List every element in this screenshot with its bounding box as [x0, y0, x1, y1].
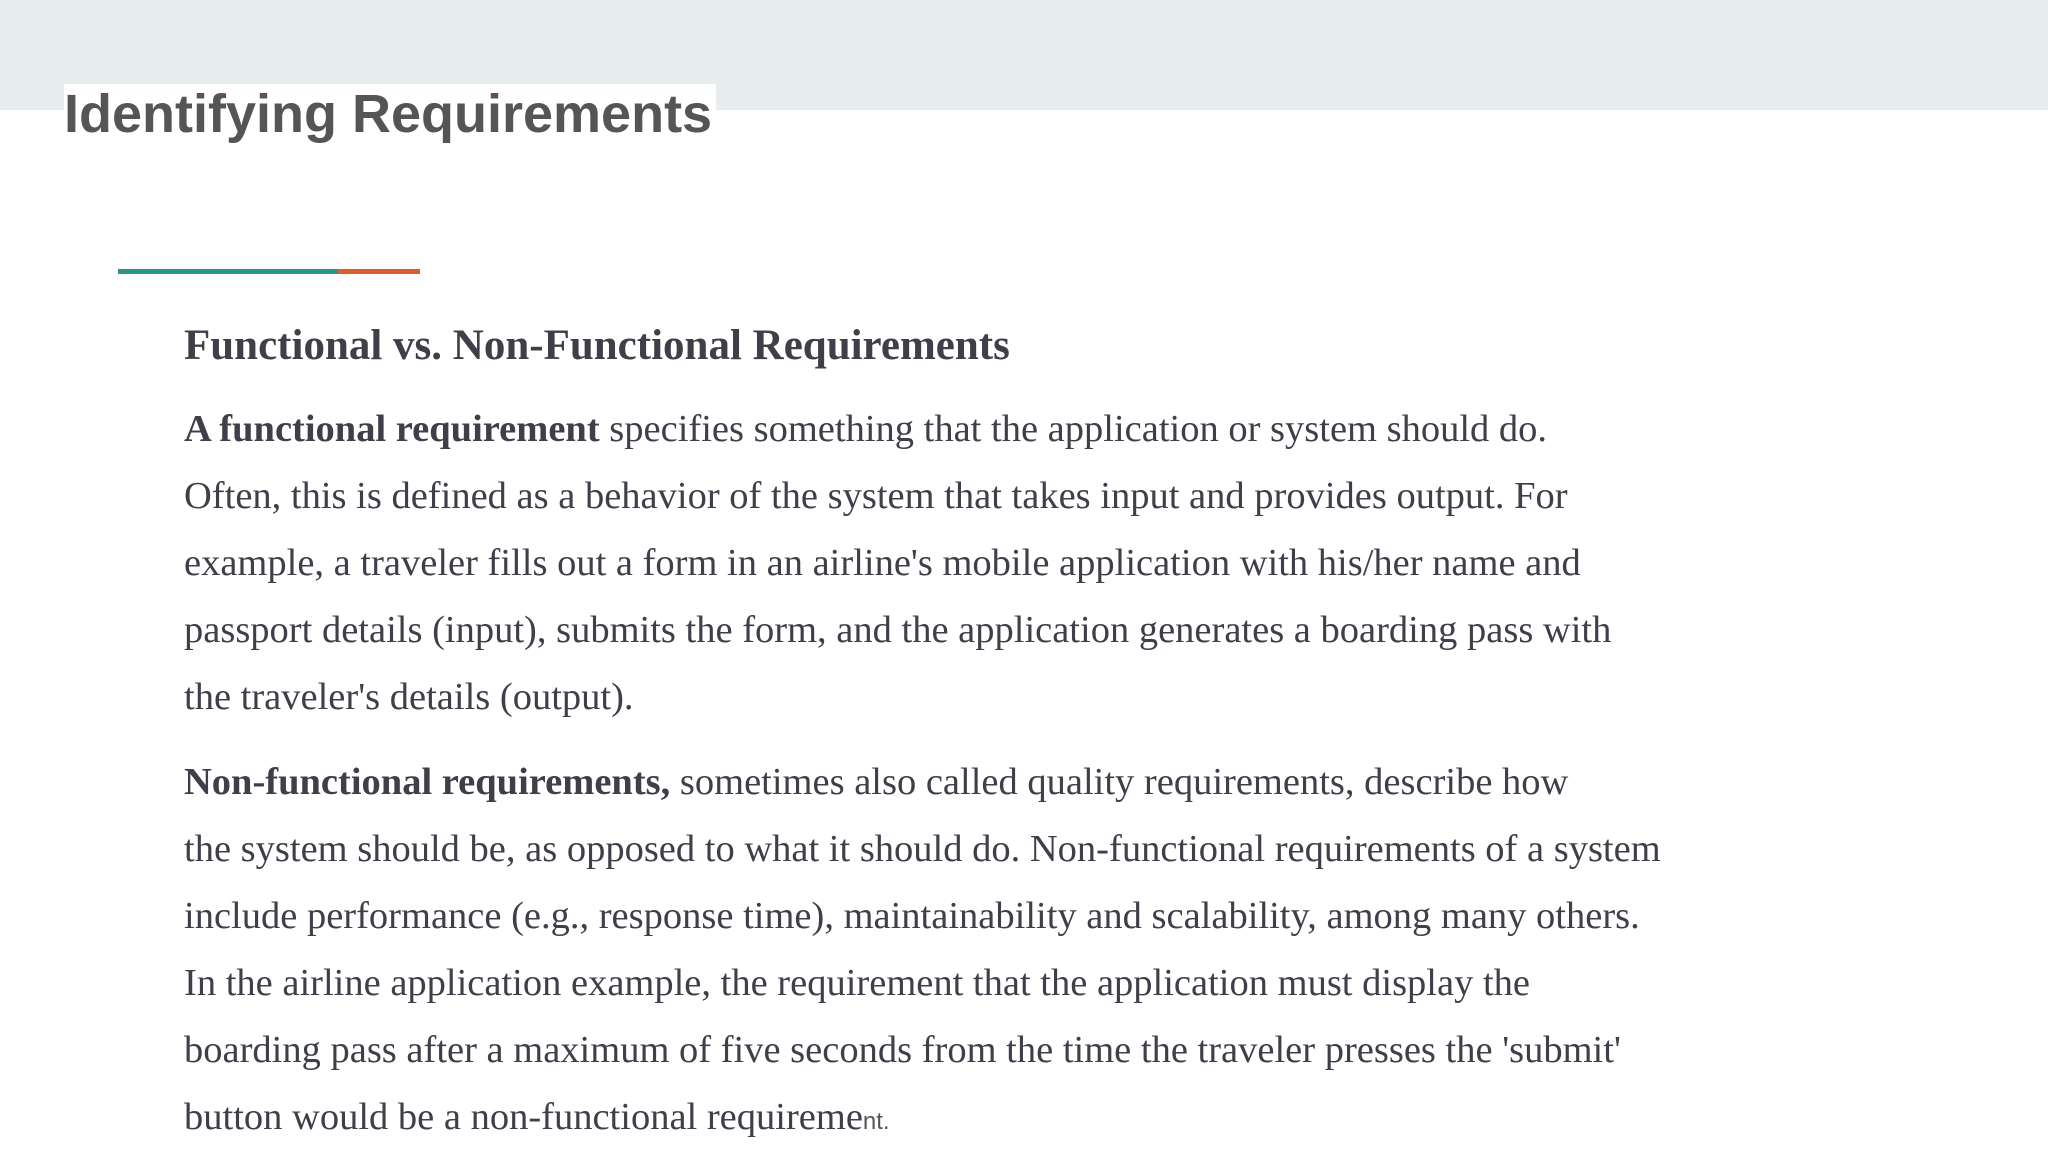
functional-line-1-text: specifies something that the application or system should do.	[599, 408, 1548, 450]
non-functional-paragraph	[184, 749, 1904, 1155]
section-heading: Functional vs. Non-Functional Requirements	[184, 322, 1010, 369]
functional-term: A functional requirement	[184, 408, 600, 450]
divider-orange	[338, 269, 420, 274]
functional-paragraph	[184, 396, 1904, 731]
non-functional-line-6-text: button would be a non-functional requireme	[184, 1096, 863, 1138]
non-functional-line-5: boarding pass after a maximum of five seconds from the time the traveler presses the 'submit'	[184, 1029, 1621, 1071]
functional-line-1	[184, 396, 1904, 463]
non-functional-line-1	[184, 749, 1904, 816]
non-functional-term: Non-functional requirements,	[184, 761, 671, 803]
divider-teal	[118, 269, 338, 274]
non-functional-line-1-text: sometimes also called quality requirements, describe how	[670, 761, 1569, 803]
functional-line-5: the traveler's details (output).	[184, 676, 634, 718]
functional-line-2: Often, this is defined as a behavior of the system that takes input and provides output. For	[184, 475, 1568, 517]
slide-content	[184, 310, 1904, 1155]
non-functional-line-6-tail: nt.	[862, 1108, 890, 1135]
functional-line-4: passport details (input), submits the form, and the application generates a boarding pass with	[184, 609, 1612, 651]
non-functional-line-2: the system should be, as opposed to what it should do. Non-functional requirements of a system	[184, 828, 1661, 870]
non-functional-line-3: include performance (e.g., response time), maintainability and scalability, among many others.	[184, 895, 1640, 937]
functional-line-3: example, a traveler fills out a form in an airline's mobile application with his/her name and	[184, 542, 1581, 584]
slide-title: Identifying Requirements	[64, 84, 716, 144]
non-functional-line-4: In the airline application example, the requirement that the application must display the	[184, 962, 1530, 1004]
non-functional-line-6	[184, 1084, 1904, 1155]
